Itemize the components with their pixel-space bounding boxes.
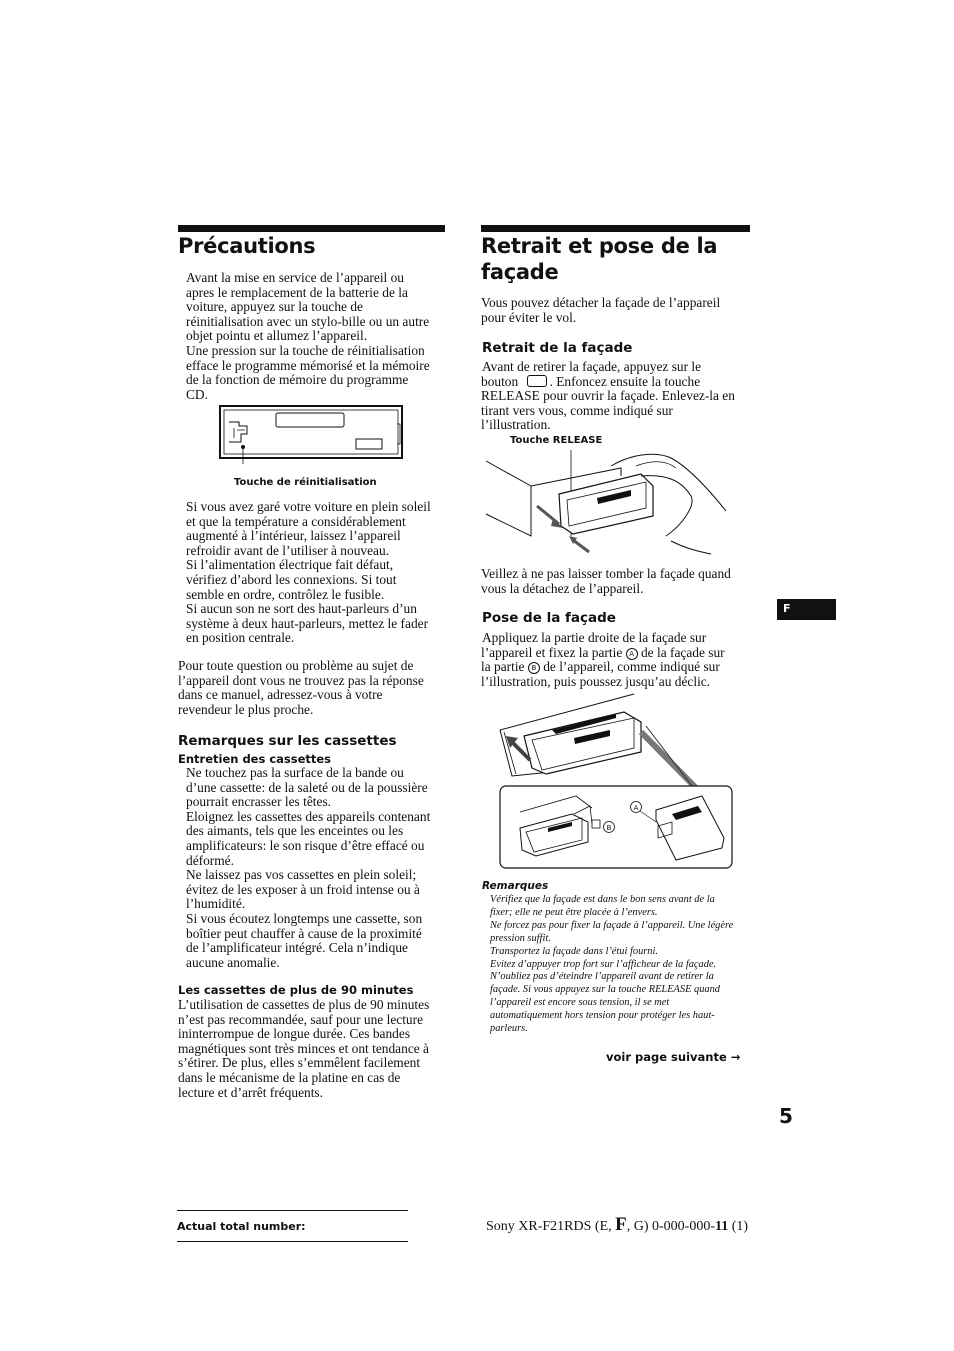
section-title-faceplate [481, 233, 717, 285]
language-tab-f [777, 599, 836, 620]
remove-faceplate-heading: Retrait de la façade [482, 340, 633, 356]
remove-instructions [481, 360, 751, 433]
section-title-line-1: Retrait et pose de la [481, 234, 718, 258]
model-bold-number: 11 [715, 1219, 729, 1234]
release-button-caption: Touche RELEASE [510, 435, 603, 446]
actual-total-label: Actual total number: [177, 1220, 306, 1233]
model-language-f: F [615, 1214, 627, 1235]
attach-figure-circle-a: A [633, 804, 639, 812]
remove-line-2-rest: . Enfoncez ensuite la touche [549, 373, 701, 389]
dealer-paragraph: Pour toute question ou problème au sujet de l’appareil dont vous ne trouvez pas la réponse dans ce manuel, adressez-vous à votre revendeur le plus proche. [178, 658, 424, 717]
attach-line-3 [481, 660, 751, 675]
remove-bouton-label: bouton [481, 373, 519, 389]
attach-line-1: Appliquez la partie droite de la façade sur [482, 630, 707, 645]
reset-button-illustration [219, 404, 405, 464]
page-number: 5 [779, 1104, 793, 1128]
faceplate-intro: Vous pouvez détacher la façade de l’appareil pour éviter le vol. [481, 295, 721, 325]
notes-heading: Remarques [482, 880, 549, 892]
careful-drop-note: Veillez à ne pas laisser tomber la façade quand vous la détachez de l’appareil. [481, 566, 731, 596]
long-cassette-heading: Les cassettes de plus de 90 minutes [178, 983, 414, 997]
remove-line-1: Avant de retirer la façade, appuyez sur le [482, 359, 702, 374]
intro-paragraph-1: Avant la mise en service de l’appareil ou apres le remplacement de la batterie de la voiture, appuyez sur la touche de réinitialisation avec un stylo-bille ou un autre objet pointu et allumez l’appareil. [186, 270, 430, 344]
remove-line-3: RELEASE pour ouvrir la façade. Enlevez-la en tirant vers vous, comme indiqué sur l’illustration. [481, 388, 735, 433]
cassette-notes-heading: Remarques sur les cassettes [178, 733, 397, 749]
footer-rule-bottom [177, 1241, 408, 1242]
long-cassette-text: L’utilisation de cassettes de plus de 90 minutes n’est pas recommandée, sauf pour une lecture ininterrompue de longue durée. Ces bandes magnétiques sont très minces et ont tendance à s’étirer. De plus, elles s’emmêlent facilement dans le mécanisme de la platine en cas de lecture et d’arrêt fréquents. [178, 997, 430, 1100]
left-warnings [186, 500, 448, 646]
warning-sun: Si vous avez garé votre voiture en plein soleil et que la température a considérablement augmenté à l’intérieur, laissez l’appareil refroidir avant de l’utiliser à nouveau. [186, 499, 431, 558]
next-page-link[interactable]: voir page suivante → [606, 1050, 741, 1064]
left-intro [186, 271, 448, 402]
faceplate-attach-illustration [496, 690, 736, 872]
attach-faceplate-heading: Pose de la façade [482, 610, 616, 626]
footer-rule-top [177, 1210, 408, 1211]
intro-paragraph-2: Une pression sur la touche de réinitialisation efface le programme mémorisé et la mémoire de la fonction de mémoire du programme CD. [186, 342, 430, 402]
care-item-2: Eloignez les cassettes des appareils contenant des aimants, tels que les enceintes ou les amplificateurs: le son risque d’être effacé ou déformé. [186, 808, 431, 868]
circle-a-icon: A [626, 648, 638, 660]
care-item-1: Ne touchez pas la surface de la bande ou d’une cassette: de la saleté ou de la poussière pourrait encrasser les têtes. [186, 765, 428, 810]
attach-line-3-start: la partie [481, 659, 525, 675]
model-suffix: (1) [728, 1219, 749, 1234]
model-mid: , G) 0-000-000- [626, 1219, 716, 1234]
off-button-icon [527, 375, 547, 387]
warning-power: Si l’alimentation électrique fait défaut, vérifiez d’abord les connexions. Si tout semble en ordre, contrôlez le fusible. [186, 557, 397, 602]
attach-line-3-end: de l’appareil, comme indiqué sur [543, 659, 720, 675]
attach-line-2-end: de la façade sur [640, 644, 725, 660]
model-prefix: Sony XR-F21RDS (E, [486, 1219, 612, 1234]
left-title-rule [178, 225, 445, 232]
right-title-rule [481, 225, 750, 232]
section-title-line-2: façade [481, 260, 559, 284]
attach-line-4: l’illustration, puis poussez jusqu’au déclic. [481, 673, 711, 689]
model-reference [486, 1214, 748, 1236]
care-item-4: Si vous écoutez longtemps une cassette, son boîtier peut chauffer à cause de la proximité de l’amplificateur intégré. Cela n’indique aucune anomalie. [186, 910, 423, 970]
section-title-precautions: Précautions [178, 234, 316, 258]
reset-button-caption: Touche de réinitialisation [234, 477, 377, 488]
notes-list: Vérifiez que la façade est dans le bon sens avant de la fixer; elle ne peut être placée à l’envers. Ne forcez pas pour fixer la façade à l’appareil. Une légère pression suffit. Transportez la façade dans l’étui fourni. Evitez d’appuyer trop fort sur l’afficheur de la façade. N’oubliez pas d’éteindre l’appareil avant de retirer la façade. Si vous appuyez sur la touche RELEASE quand l’appareil est encore sous tension, il se met automatiquement hors tension pour protéger les haut- parleurs. [490, 894, 734, 1035]
care-item-3: Ne laissez pas vos cassettes en plein soleil; évitez de les exposer à un froid intense ou à l’humidité. [186, 867, 420, 912]
attach-instructions [481, 631, 751, 689]
cassette-care-list [186, 766, 448, 970]
warning-fader: Si aucun son ne sort des haut-parleurs d’un système à deux haut-parleurs, mettez le fader en position centrale. [186, 601, 429, 646]
attach-figure-circle-b: B [606, 824, 612, 832]
remove-line-2 [481, 375, 751, 390]
language-tab-label: F [783, 602, 791, 615]
attach-line-2 [481, 646, 751, 661]
cassette-care-heading: Entretien des cassettes [178, 752, 332, 766]
attach-line-2-start: l’appareil et fixez la partie [481, 644, 623, 660]
circle-b-icon: B [528, 662, 540, 674]
faceplate-removal-illustration [481, 446, 731, 556]
